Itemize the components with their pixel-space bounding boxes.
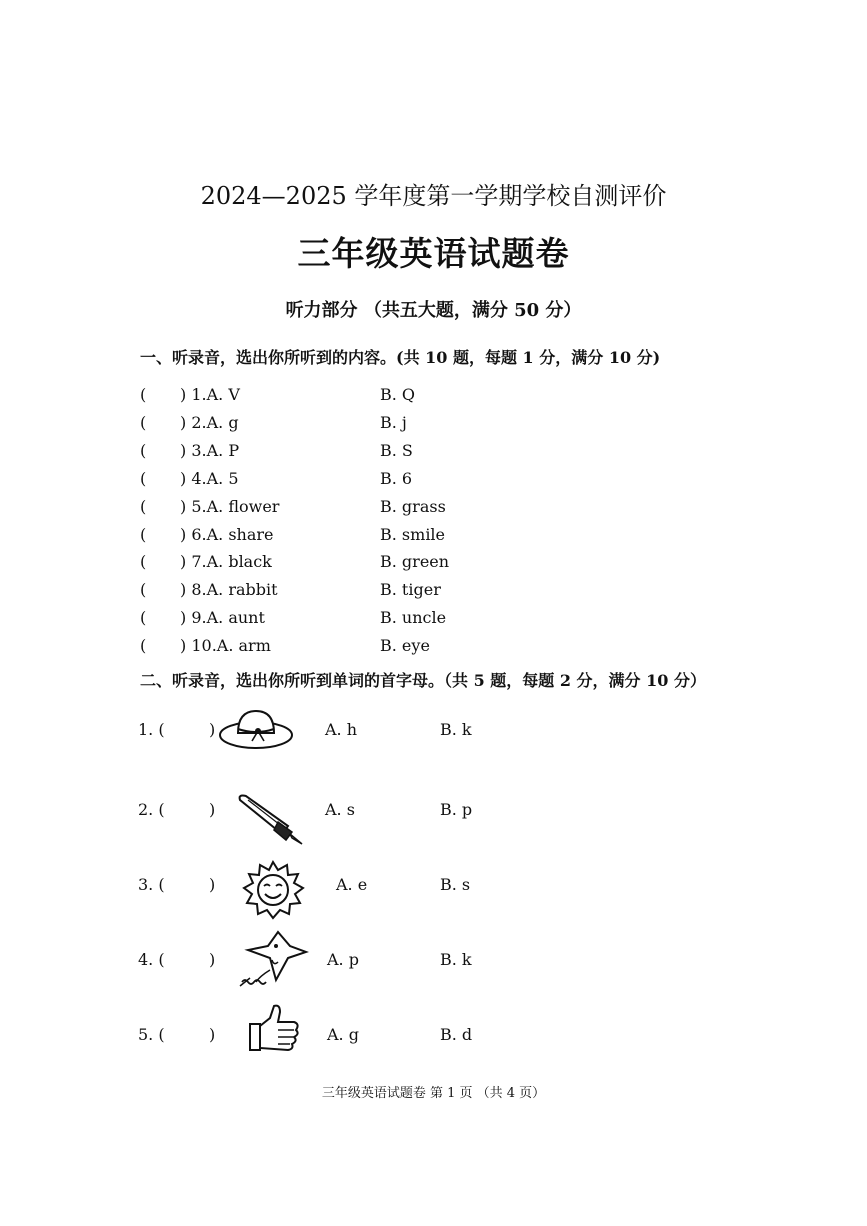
option-a: A. e xyxy=(336,875,368,894)
question-option-b: B. tiger xyxy=(380,580,441,599)
question-option-b: B. grass xyxy=(380,497,446,516)
answer-paren[interactable]: ( xyxy=(140,497,147,516)
question-option-b: B. Q xyxy=(380,385,416,404)
question-option-b: B. S xyxy=(380,441,413,460)
page-footer: 三年级英语试题卷 第 1 页 （共 4 页） xyxy=(321,1086,546,1101)
answer-paren-close: ) xyxy=(209,1025,216,1044)
thumbs-up-icon xyxy=(248,1002,302,1054)
question-option-a: ) 2.A. g xyxy=(180,413,239,432)
pen-icon xyxy=(234,790,306,846)
hat-icon xyxy=(218,705,294,751)
answer-paren[interactable]: ( xyxy=(140,552,147,571)
answer-paren[interactable]: ( xyxy=(140,413,147,432)
answer-paren-close: ) xyxy=(209,720,216,739)
option-a: A. p xyxy=(327,950,359,969)
question-option-b: B. green xyxy=(380,552,450,571)
question-option-b: B. j xyxy=(380,413,407,432)
answer-paren-close: ) xyxy=(209,950,216,969)
question-number[interactable]: 2. ( xyxy=(138,800,165,819)
answer-paren-close: ) xyxy=(209,875,216,894)
question-number[interactable]: 4. ( xyxy=(138,950,165,969)
option-b: B. k xyxy=(440,720,472,739)
question-option-a: ) 8.A. rabbit xyxy=(180,580,278,599)
option-b: B. s xyxy=(440,875,471,894)
question-option-b: B. smile xyxy=(380,525,446,544)
question-number[interactable]: 3. ( xyxy=(138,875,165,894)
exam-title-line1: 2024—2025 学年度第一学期学校自测评价 xyxy=(200,182,667,210)
option-a: A. h xyxy=(325,720,358,739)
question-option-b: B. eye xyxy=(380,636,430,655)
question-option-b: B. uncle xyxy=(380,608,447,627)
exam-title: 三年级英语试题卷 xyxy=(297,234,570,273)
answer-paren[interactable]: ( xyxy=(140,525,147,544)
answer-paren[interactable]: ( xyxy=(140,608,147,627)
question-option-a: ) 6.A. share xyxy=(180,525,274,544)
option-a: A. s xyxy=(325,800,355,819)
kite-icon xyxy=(238,930,310,990)
listening-part-heading: 听力部分 （共五大题，满分 50 分） xyxy=(285,300,582,321)
option-b: B. p xyxy=(440,800,473,819)
question-option-a: ) 1.A. V xyxy=(180,385,240,404)
option-b: B. d xyxy=(440,1025,473,1044)
answer-paren[interactable]: ( xyxy=(140,441,147,460)
question-option-a: ) 4.A. 5 xyxy=(180,469,239,488)
section2-heading: 二、听录音，选出你所听到单词的首字母。（共 5 题，每题 2 分，满分 10 分） xyxy=(140,671,706,690)
question-option-a: ) 9.A. aunt xyxy=(180,608,265,627)
option-b: B. k xyxy=(440,950,472,969)
sun-icon xyxy=(242,860,304,920)
question-option-a: ) 3.A. P xyxy=(180,441,240,460)
question-option-a: ) 5.A. flower xyxy=(180,497,280,516)
question-number[interactable]: 1. ( xyxy=(138,720,165,739)
question-option-a: ) 10.A. arm xyxy=(180,636,271,655)
answer-paren[interactable]: ( xyxy=(140,580,147,599)
question-number[interactable]: 5. ( xyxy=(138,1025,165,1044)
answer-paren-close: ) xyxy=(209,800,216,819)
question-option-b: B. 6 xyxy=(380,469,413,488)
option-a: A. g xyxy=(327,1025,359,1044)
answer-paren[interactable]: ( xyxy=(140,636,147,655)
answer-paren[interactable]: ( xyxy=(140,385,147,404)
section1-heading: 一、听录音，选出你所听到的内容。(共 10 题，每题 1 分，满分 10 分) xyxy=(140,348,661,367)
answer-paren[interactable]: ( xyxy=(140,469,147,488)
question-option-a: ) 7.A. black xyxy=(180,552,272,571)
